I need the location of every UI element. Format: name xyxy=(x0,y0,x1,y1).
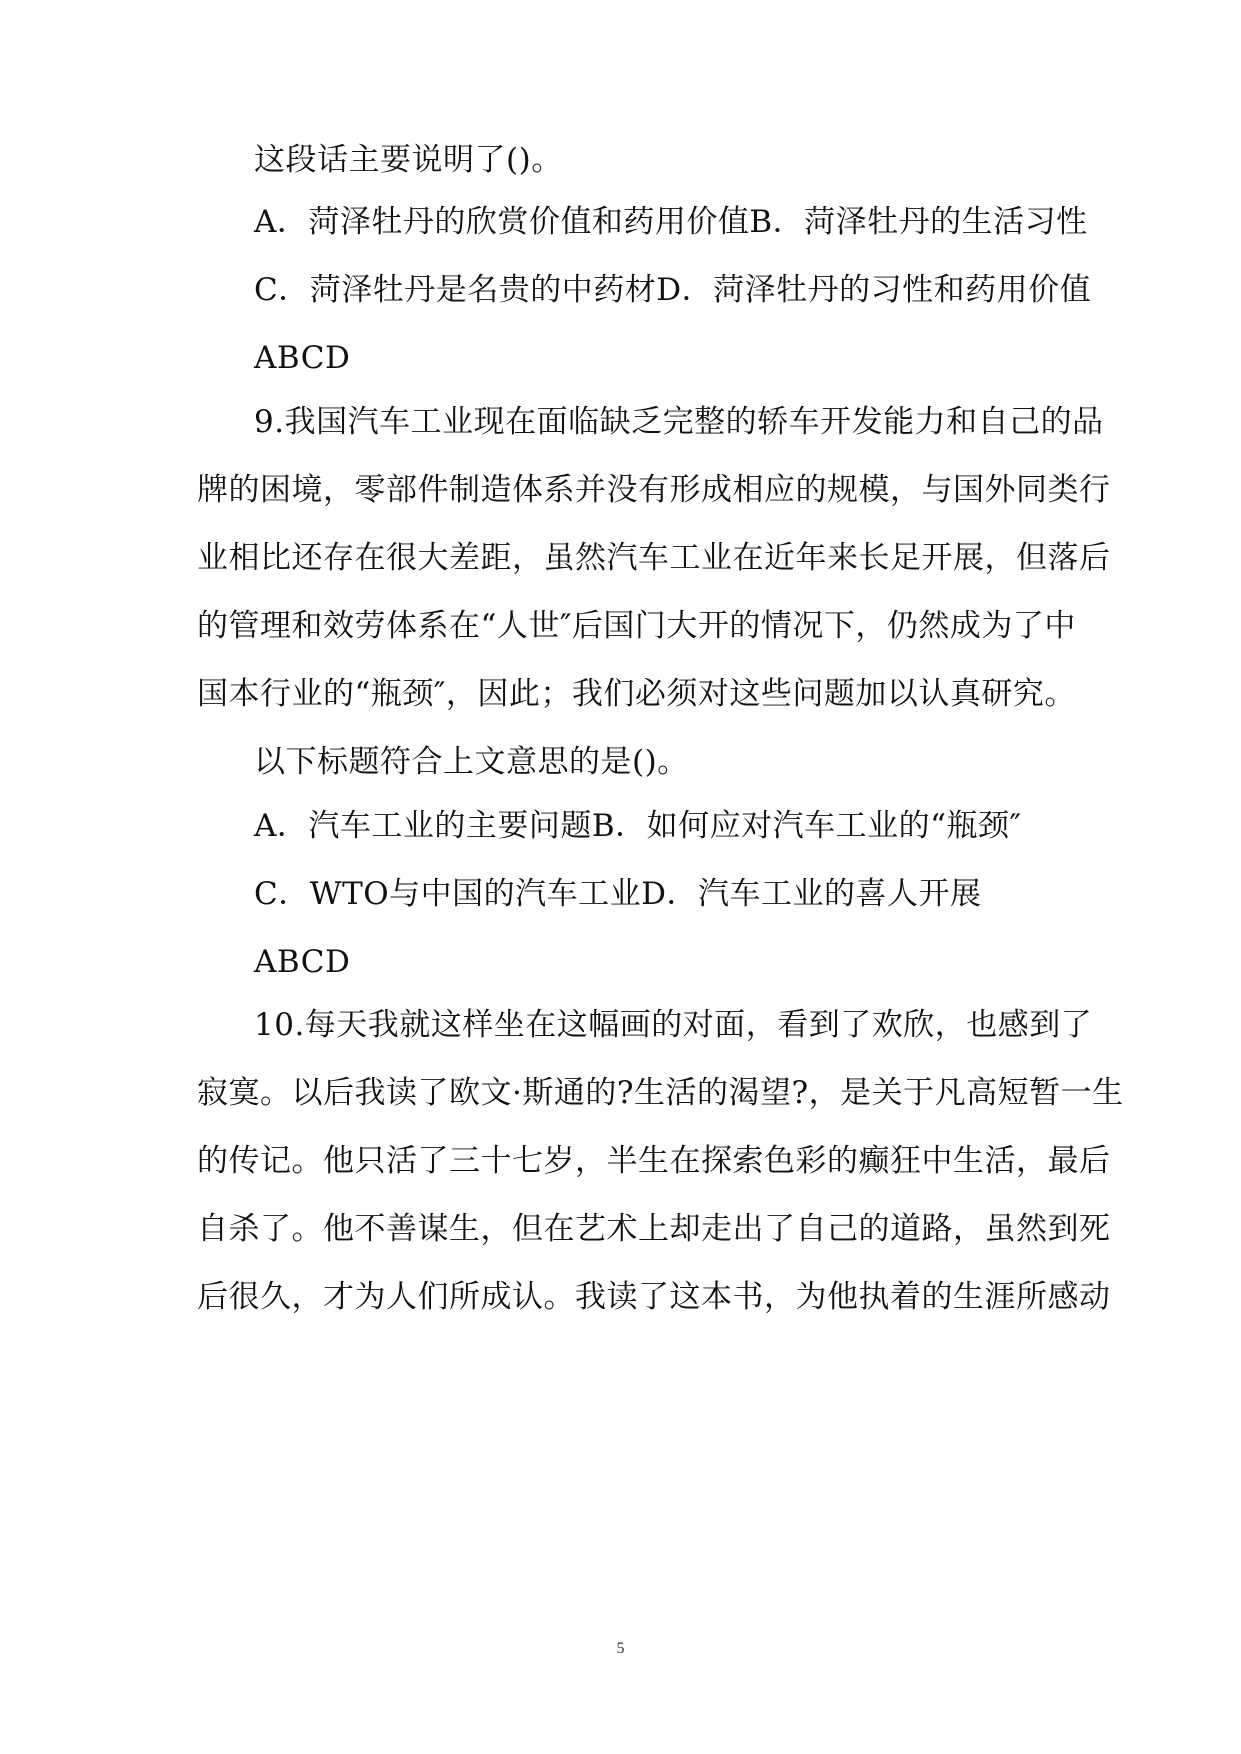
q10-passage-line: 10.每天我就这样坐在这幅画的对面，看到了欢欣，也感到了 xyxy=(254,1007,1093,1043)
q10-passage-line: 自杀了。他不善谋生，但在艺术上却走出了自己的道路，虽然到死 xyxy=(197,1211,1111,1247)
q10-passage-line: 寂寞。以后我读了欧文·斯通的?生活的渴望?，是关于凡高短暂一生 xyxy=(197,1075,1124,1111)
q10-passage-line: 后很久，才为人们所成认。我读了这本书，为他执着的生涯所感动 xyxy=(197,1279,1111,1315)
q9-options-cd: C．WTO与中国的汽车工业D．汽车工业的喜人开展 xyxy=(254,876,982,912)
q9-choices: ABCD xyxy=(254,944,351,980)
q8-stem: 这段话主要说明了()。 xyxy=(254,142,563,178)
page-number: 5 xyxy=(616,1640,625,1657)
q9-passage-line: 的管理和效劳体系在“人世″后国门大开的情况下，仍然成为了中 xyxy=(197,608,1076,644)
q9-passage-line: 牌的困境，零部件制造体系并没有形成相应的规模，与国外同类行 xyxy=(197,472,1111,508)
q9-passage-line: 9.我国汽车工业现在面临缺乏完整的轿车开发能力和自己的品 xyxy=(254,404,1104,440)
q8-options-cd: C．菏泽牡丹是名贵的中药材D．菏泽牡丹的习性和药用价值 xyxy=(254,272,1092,308)
q10-passage-line: 的传记。他只活了三十七岁，半生在探索色彩的癫狂中生活，最后 xyxy=(197,1143,1111,1179)
q8-options-ab: A．菏泽牡丹的欣赏价值和药用价值B．菏泽牡丹的生活习性 xyxy=(254,204,1088,240)
q9-passage-line: 业相比还存在很大差距，虽然汽车工业在近年来长足开展，但落后 xyxy=(197,540,1111,576)
q8-choices: ABCD xyxy=(254,340,351,376)
q9-stem: 以下标题符合上文意思的是()。 xyxy=(254,744,689,780)
q9-passage-line: 国本行业的“瓶颈″，因此；我们必须对这些问题加以认真研究。 xyxy=(197,676,1076,712)
q9-options-ab: A．汽车工业的主要问题B．如何应对汽车工业的“瓶颈″ xyxy=(254,808,1022,844)
